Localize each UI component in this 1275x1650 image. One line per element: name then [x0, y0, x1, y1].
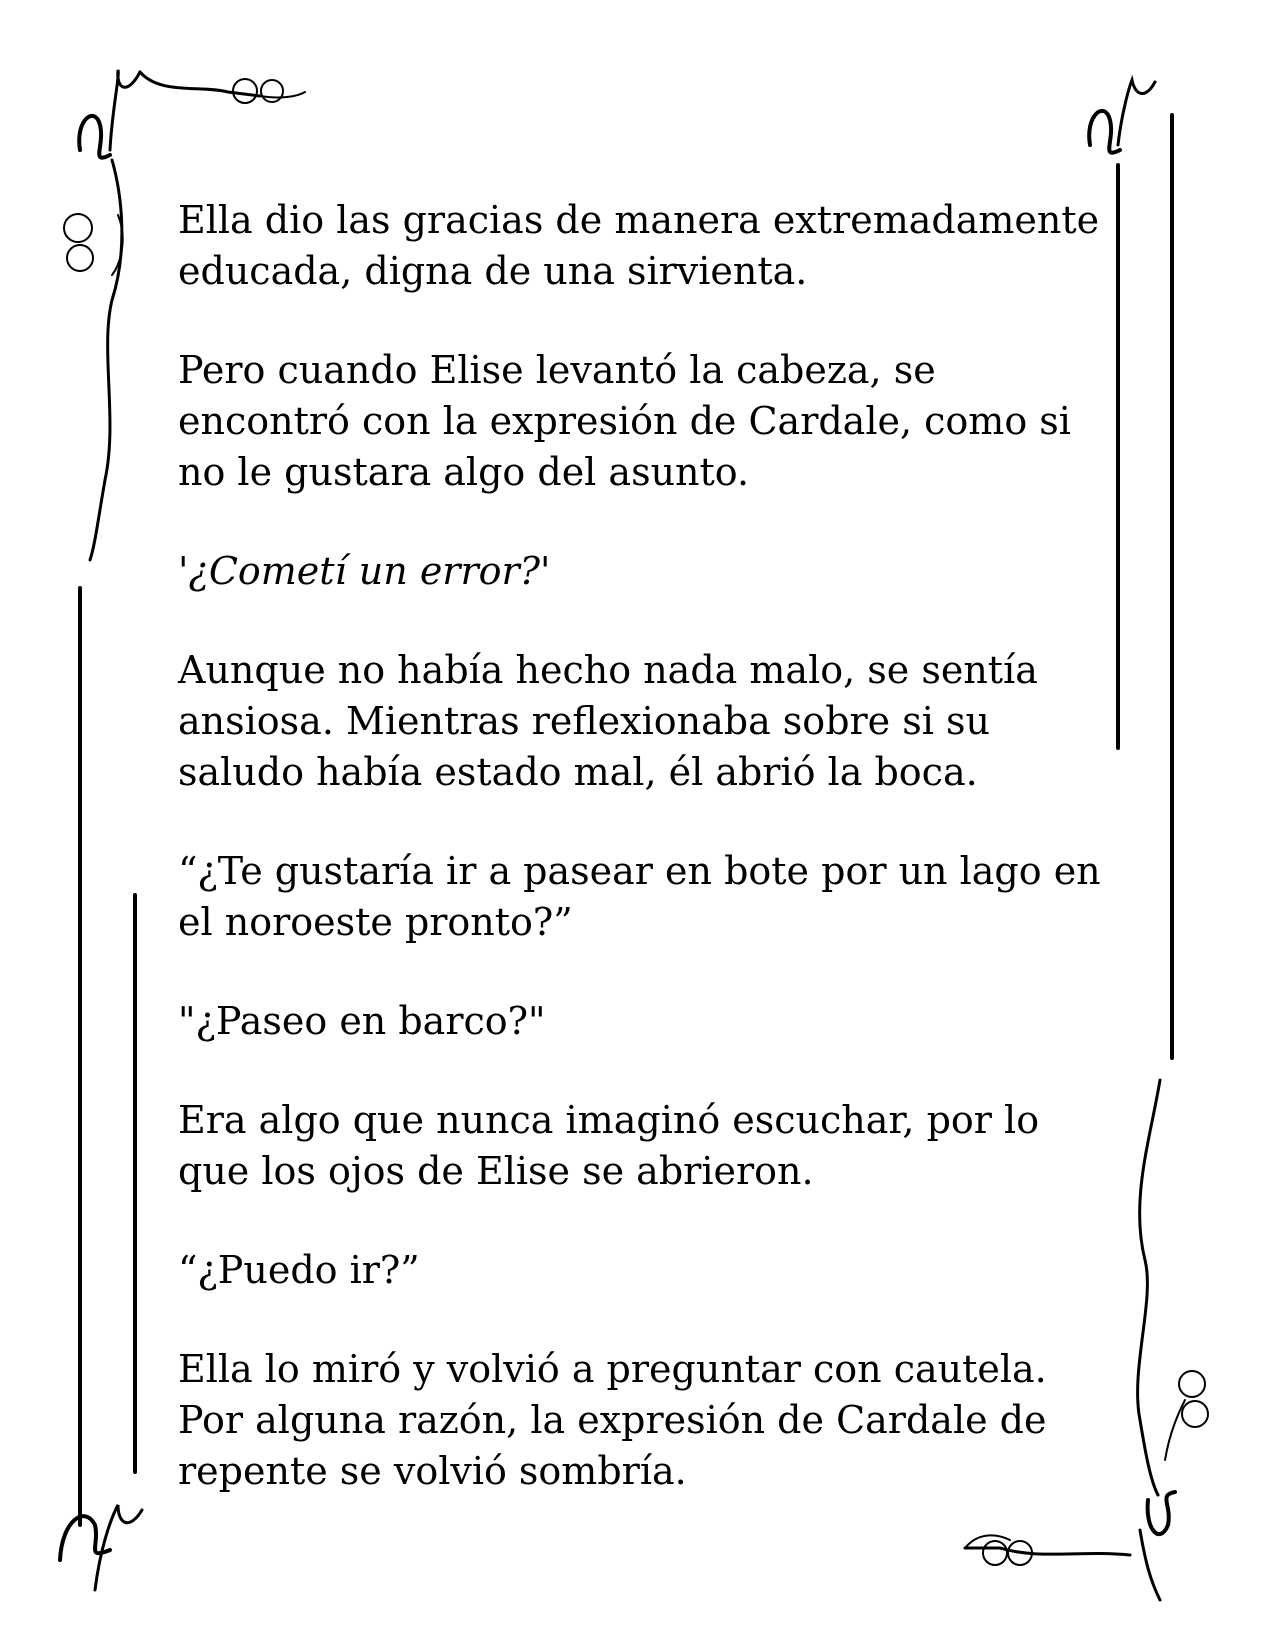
text-line: Pero cuando Elise levantó la cabeza, se [178, 348, 936, 392]
dialogue [178, 996, 1108, 1047]
text-line: "¿Paseo en barco?" [178, 999, 546, 1043]
text-line: no le gustara algo del asunto. [178, 450, 750, 494]
text-line: Era algo que nunca imaginó escuchar, por lo [178, 1098, 1040, 1142]
top-right-flourish [1089, 80, 1155, 153]
text-line: '¿Cometí un error?' [178, 549, 551, 593]
paragraph [178, 1095, 1108, 1197]
paragraph [178, 1344, 1108, 1497]
text-line: Ella dio las gracias de manera extremadamente [178, 198, 1100, 242]
bottom-left-flourish [60, 1505, 142, 1590]
text-line: educada, digna de una sirvienta. [178, 249, 808, 293]
text-line: “¿Te gustaría ir a pasear en bote por un lago en [178, 849, 1101, 893]
text-line: que los ojos de Elise se abrieron. [178, 1149, 814, 1193]
paragraph [178, 195, 1108, 297]
text-line: saludo había estado mal, él abrió la boca. [178, 750, 978, 794]
text-line: repente se volvió sombría. [178, 1449, 687, 1493]
inner-thought [178, 546, 1108, 597]
text-line: ansiosa. Mientras reflexionaba sobre si su [178, 699, 990, 743]
text-line: encontró con la expresión de Cardale, como si [178, 399, 1071, 443]
dialogue [178, 1245, 1108, 1296]
text-line: Aunque no había hecho nada malo, se sentía [178, 648, 1038, 692]
story-text [178, 195, 1108, 1545]
paragraph [178, 345, 1108, 498]
dialogue [178, 846, 1108, 948]
text-line: “¿Puedo ir?” [178, 1248, 420, 1292]
text-line: Por alguna razón, la expresión de Cardale de [178, 1398, 1047, 1442]
text-line: Ella lo miró y volvió a preguntar con cautela. [178, 1347, 1047, 1391]
paragraph [178, 645, 1108, 798]
text-line: el noroeste pronto?” [178, 900, 573, 944]
